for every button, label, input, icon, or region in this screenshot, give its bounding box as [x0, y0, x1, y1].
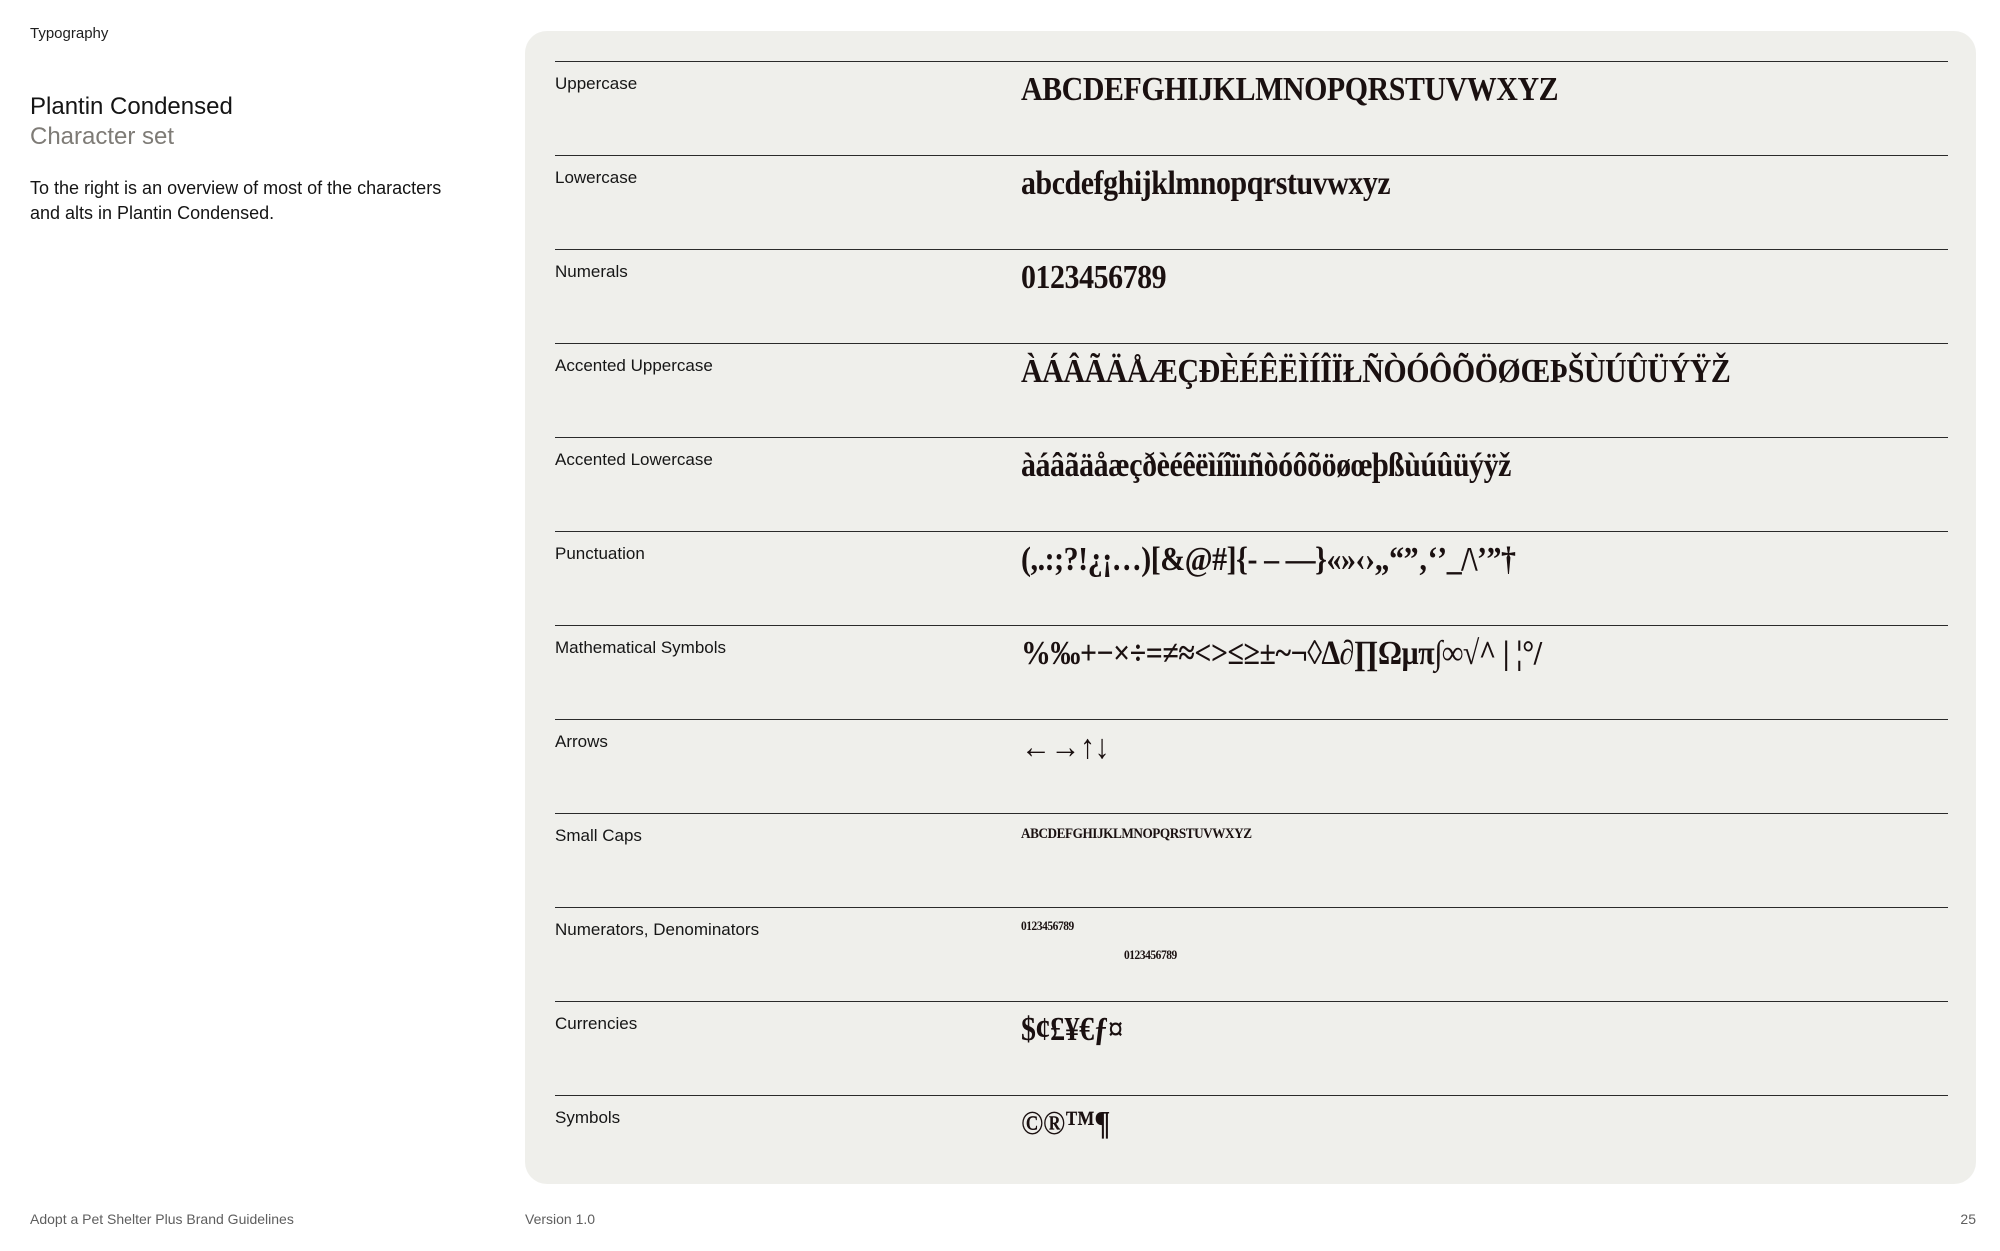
row-label: Numerals [555, 262, 628, 281]
row-label: Small Caps [555, 826, 642, 845]
footer-version: Version 1.0 [525, 1211, 596, 1227]
page-subtitle: Character set [30, 123, 175, 150]
row-symbols [555, 1095, 1948, 1189]
row-punctuation [555, 531, 1948, 625]
row-small-caps [555, 813, 1948, 907]
row-label: Mathematical Symbols [555, 638, 727, 657]
glyph-sample: ÀÁÂÃÄÅÆÇĐÈÉÊËÌÍÎÏŁÑÒÓÔÕÖØŒÞŠÙÚÛÜÝŸŽ [1021, 353, 1731, 390]
glyph-sample: 0123456789 [1021, 259, 1167, 296]
glyph-sample-numerators: 0123456789 [1021, 918, 1074, 933]
row-accented-lowercase [555, 437, 1948, 531]
glyph-sample: ©®™¶ [1021, 1105, 1111, 1142]
row-numerators-denominators [555, 907, 1948, 1001]
row-label: Numerators, Denominators [555, 920, 760, 939]
glyph-sample: $¢£¥€ƒ¤ [1021, 1011, 1123, 1048]
glyph-sample-denominators: 0123456789 [1124, 947, 1177, 962]
row-label: Arrows [555, 732, 608, 751]
character-set-table [555, 61, 1948, 1189]
page-description: To the right is an overview of most of the characters and alts in Plantin Condensed. [30, 178, 442, 223]
row-arrows [555, 719, 1948, 813]
glyph-sample: abcdefghijklmnopqrstuvwxyz [1021, 165, 1391, 202]
row-mathematical-symbols [555, 625, 1948, 719]
glyph-sample: (,.:;?!¿¡…)[&@#]{- – —}«»‹›„“”‚‘’_/\’”† [1021, 541, 1516, 578]
section-label: Typography [30, 25, 109, 42]
glyph-sample: àáâãäåæçðèéêëìíîïıñòóôõöøœþßùúûüýÿž [1021, 447, 1511, 484]
page-title: Plantin Condensed [30, 93, 233, 120]
row-numerals [555, 249, 1948, 343]
row-label: Accented Uppercase [555, 356, 713, 375]
footer-document-title: Adopt a Pet Shelter Plus Brand Guidelines [30, 1211, 294, 1227]
glyph-sample: ABCDEFGHIJKLMNOPQRSTUVWXYZ [1021, 71, 1559, 108]
row-uppercase [555, 61, 1948, 155]
glyph-sample: ←→↑↓ [1021, 729, 1109, 766]
row-label: Uppercase [555, 74, 638, 93]
row-label: Punctuation [555, 544, 645, 563]
row-label: Lowercase [555, 168, 638, 187]
page-number: 25 [1960, 1211, 1976, 1227]
row-lowercase [555, 155, 1948, 249]
row-label: Currencies [555, 1014, 638, 1033]
glyph-sample: ABCDEFGHIJKLMNOPQRSTUVWXYZ [1021, 826, 1252, 842]
character-set-panel [525, 31, 1976, 1184]
row-label: Accented Lowercase [555, 450, 713, 469]
row-label: Symbols [555, 1108, 621, 1127]
glyph-sample: %‰+−×÷=≠≈<>≤≥±~¬◊∆∂∏Ωµπ∫∞√^ | ¦°/ [1021, 635, 1542, 672]
row-accented-uppercase [555, 343, 1948, 437]
row-currencies [555, 1001, 1948, 1095]
